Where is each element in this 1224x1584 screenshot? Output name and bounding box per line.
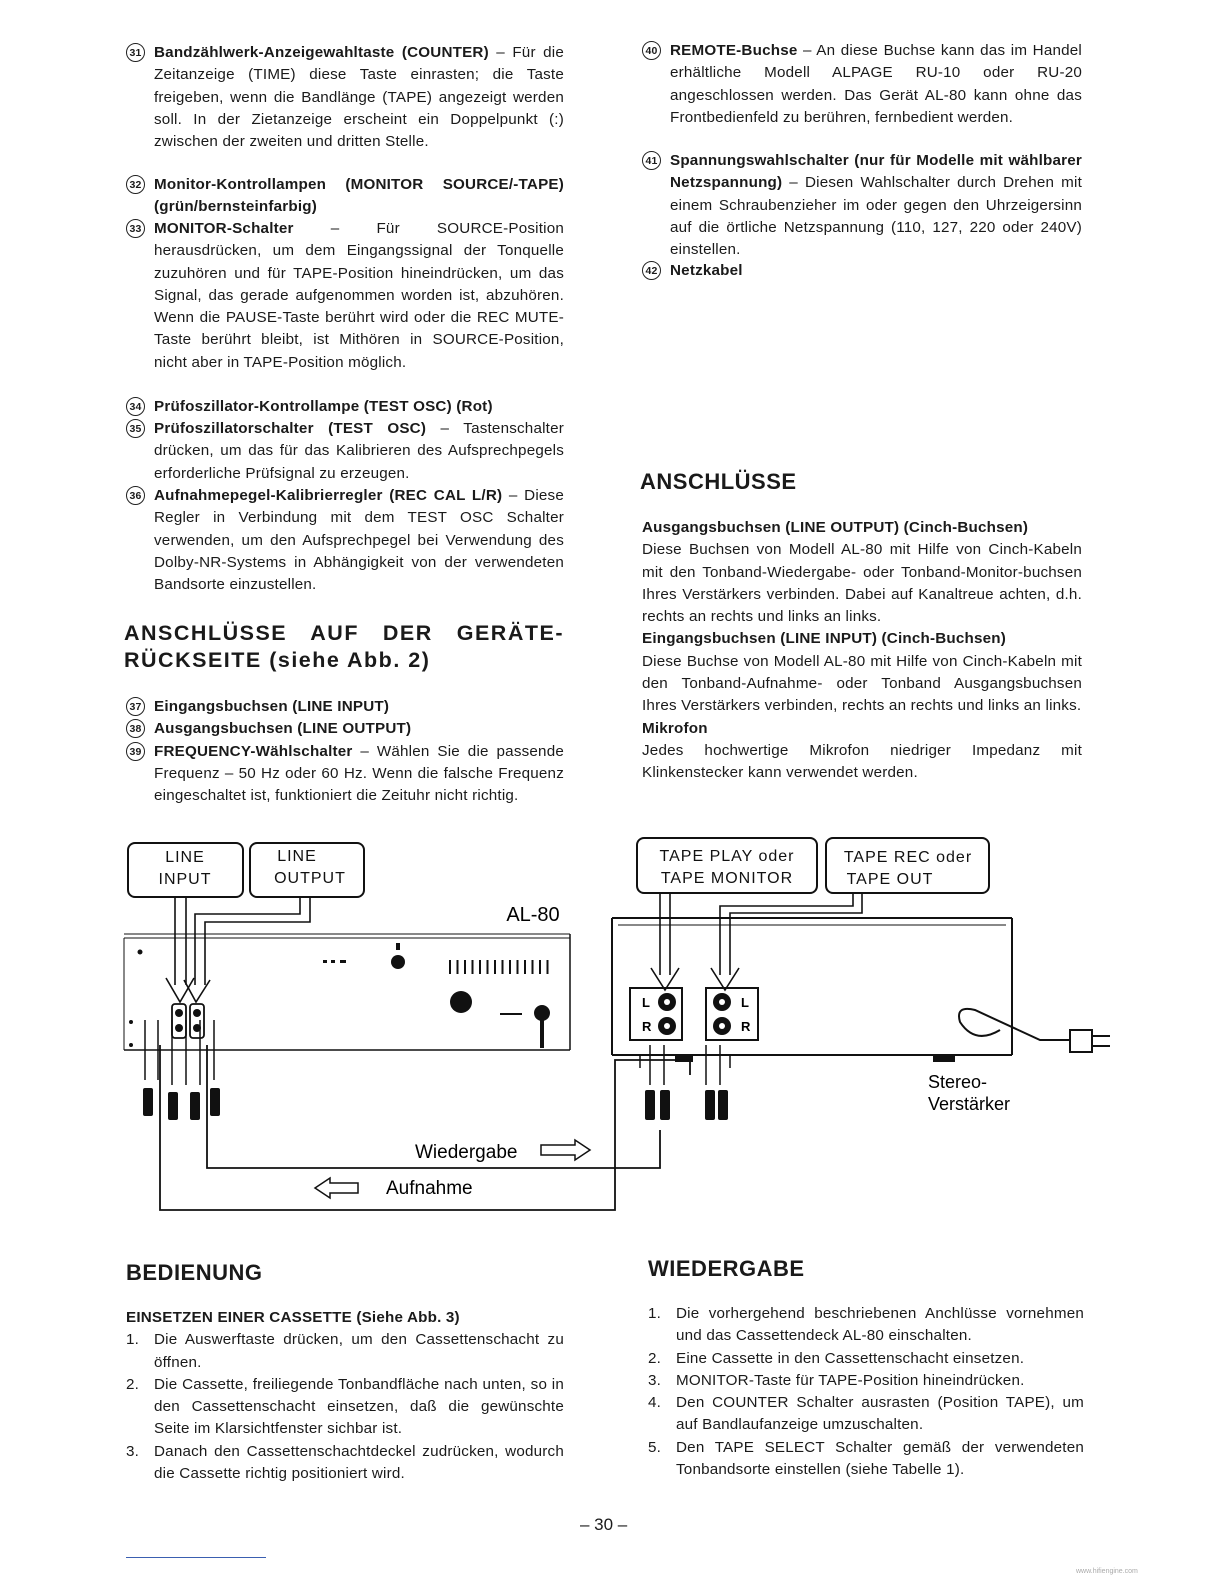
item-title: Monitor-Kontrollampen (MONITOR SOURCE/-TAPE) (grün/bernsteinfarbig) (154, 176, 564, 216)
left-items-top (126, 42, 564, 596)
deck-vent (450, 960, 548, 974)
item-number: 38 (126, 719, 145, 738)
bedienung-step: 1. Die Auswerftaste drücken, um den Cassettenschacht zu öffnen. (126, 1331, 564, 1371)
wiedergabe-label: Wiedergabe (415, 1142, 518, 1163)
line-input-label-2: INPUT (158, 871, 212, 888)
item-title: FREQUENCY-Wählschalter (154, 742, 353, 760)
wiedergabe-heading: WIEDERGABE (648, 1256, 805, 1281)
item-title: Netzkabel (670, 262, 743, 279)
item-text: – Diesen Wahlschalter durch Drehen mit einem Schraubenzieher im oder gegen den Uhrzeigersinn auf die örtliche Netzspannung (110, 127, 220 oder 240V) einstellen. (670, 174, 1082, 259)
model-label: AL-80 (506, 904, 560, 926)
item-title: Spannungswahlschalter (nur für Modelle mit wählbarer Netzspannung) (670, 152, 1082, 192)
tape-rec-label-1: TAPE REC oder (843, 849, 973, 866)
wiedergabe-step: 1. Die vorhergehend beschriebenen Anchlüsse vornehmen und das Cassettendeck AL-80 einschalten. (648, 1305, 1084, 1345)
item-number: 34 (126, 397, 145, 416)
item-38 (126, 718, 564, 740)
out-text: Diese Buchsen von Modell AL-80 mit Hilfe von Cinch-Kabeln mit den Tonband-Wiedergabe- oder Tonband-Monitor-buchsen Ihres Verstärkers verbinden. Dabei auf Kanaltreue achten, d.h. rechts an rechts und links an links. (642, 541, 1082, 626)
line-output-label-2: OUTPUT (274, 870, 346, 887)
left-items-rear (126, 696, 564, 807)
item-text: – Wählen Sie die passende Frequenz – 50 Hz oder 60 Hz. Wenn die falsche Frequenz eingeschaltet ist, funktioniert die Zeituhr nicht richtig. (154, 742, 564, 805)
item-text: – Für SOURCE-Position herausdrücken, um dem Eingangssignal der Tonquelle zuzuhören und für TAPE-Position hineindrücken, um das Signal, das gerade aufgenommen worden ist, abzuhören. Wenn die PAUSE-Taste berührt wird oder die REC MUTE-Taste berührt bleibt, ist Mithören in SOURCE-Position, nicht aber in TAPE-Position möglich. (154, 220, 564, 371)
amp-label-2: Verstärker (928, 1094, 1011, 1114)
wiedergabe-step: 3. MONITOR-Taste für TAPE-Position hineindrücken. (648, 1371, 1025, 1389)
wiedergabe-step: 2. Eine Cassette in den Cassettenschacht einsetzen. (648, 1349, 1025, 1367)
item-34 (126, 396, 564, 418)
watermark: www.hifiengine.com (1076, 1568, 1138, 1575)
item-number: 36 (126, 486, 145, 505)
line-output-label-1: LINE (277, 848, 317, 865)
item-text: – Tastenschalter drücken, um das für das Kalibrieren des Aufsprechpegels erforderliche Prüfsignal zu erzeugen. (154, 420, 564, 482)
line-input-label-1: LINE (165, 849, 205, 866)
item-title: MONITOR-Schalter (154, 220, 294, 237)
aufnahme-label: Aufnahme (386, 1178, 473, 1199)
in-text: Diese Buchse von Modell AL-80 mit Hilfe von Cinch-Kabeln mit den Tonband-Aufnahme- oder Tonband Ausgangsbuchsen Ihres Verstärkers verbinden, rechts an rechts und links an links. (642, 652, 1082, 715)
anschluesse-body (642, 517, 1082, 785)
item-number: 39 (126, 742, 145, 761)
item-36 (126, 485, 564, 596)
mic-title: Mikrofon (642, 719, 708, 737)
item-41 (642, 150, 1082, 260)
item-title: Prüfoszillatorschalter (TEST OSC) (154, 420, 427, 437)
item-title: Prüfoszillator-Kontrollampe (TEST OSC) (Rot) (154, 398, 493, 415)
footer-rule (126, 1557, 266, 1558)
item-33 (126, 218, 564, 396)
tape-rec-label-2: TAPE OUT (846, 871, 934, 888)
bedienung-body (126, 1307, 564, 1485)
item-40 (642, 40, 1082, 150)
bedienung-section (126, 1259, 564, 1286)
out-title: Ausgangsbuchsen (LINE OUTPUT) (Cinch-Buchsen) (642, 519, 1029, 536)
item-number: 31 (126, 43, 145, 62)
item-number: 41 (642, 151, 661, 170)
item-number: 42 (642, 261, 661, 280)
item-32 (126, 174, 564, 218)
item-31 (126, 42, 564, 174)
bedienung-step: 2. Die Cassette, freiliegende Tonbandfläche nach unten, so in den Cassettenschacht einsetzen, daß die gewünschte Seite im Klarsichtfenster sichbar ist. (126, 1375, 564, 1438)
item-number: 32 (126, 175, 145, 194)
right-items-top (642, 40, 1082, 282)
anschluesse-section (640, 468, 1082, 495)
wiedergabe-step: 5. Den TAPE SELECT Schalter gemäß der verwendeten Tonbandsorte einstellen (siehe Tabelle 1). (648, 1438, 1084, 1479)
jack-l-right: L (741, 995, 749, 1010)
wiedergabe-body (648, 1303, 1084, 1481)
item-title: Eingangsbuchsen (LINE INPUT) (154, 698, 390, 715)
bedienung-sub: EINSETZEN EINER CASSETTE (Siehe Abb. 3) (126, 1309, 460, 1326)
bedienung-heading: BEDIENUNG (126, 1260, 263, 1285)
item-number: 33 (126, 219, 145, 238)
item-35 (126, 418, 564, 485)
mic-text: Jedes hochwertige Mikrofon niedriger Impedanz mit Klinkenstecker kann verwendet werden. (642, 741, 1082, 782)
item-number: 40 (642, 41, 661, 60)
wiedergabe-step: 4. Den COUNTER Schalter ausrasten (Position TAPE), um auf Bandlaufanzeige umzuschalten. (648, 1394, 1084, 1434)
jack-r-left: R (642, 1019, 652, 1034)
item-text: – Für die Zeitanzeige (TIME) diese Taste einrasten; die Taste freigeben, wenn die Bandlänge (TAPE) angezeigt werden soll. In der Zietanzeige erscheint ein Doppelpunkt (:) zwischen der zweiten und dritten Stelle. (154, 44, 564, 151)
item-39 (126, 741, 564, 808)
page-number: – 30 – (580, 1515, 628, 1534)
connection-diagram (0, 830, 1224, 1220)
in-title: Eingangsbuchsen (LINE INPUT) (Cinch-Buchsen) (642, 630, 1007, 648)
jack-r-right: R (741, 1019, 751, 1034)
item-number: 35 (126, 419, 145, 438)
heading-rear-title: ANSCHLÜSSE AUF DER GERÄTE-RÜCKSEITE (124, 621, 564, 672)
item-title: REMOTE-Buchse (670, 42, 798, 59)
bedienung-step: 3. Danach den Cassettenschachtdeckel zudrücken, wodurch die Cassette richtig positioniert wird. (126, 1442, 564, 1483)
item-text: – An diese Buchse kann das im Handel erhältliche Modell ALPAGE RU-10 oder RU-20 angeschlossen werden. Das Gerät AL-80 kann ohne das Frontbedienfeld zu berühren, fernbedient werden. (670, 42, 1082, 126)
item-37 (126, 696, 564, 718)
jack-l-left: L (642, 995, 650, 1010)
item-number: 37 (126, 697, 145, 716)
item-title: Aufnahmepegel-Kalibrierregler (REC CAL L/R) (154, 487, 503, 504)
tape-play-label-2: TAPE MONITOR (660, 870, 794, 887)
anschluesse-heading: ANSCHLÜSSE (640, 469, 797, 494)
item-title: Ausgangsbuchsen (LINE OUTPUT) (154, 720, 412, 738)
item-text: – Diese Regler in Verbindung mit dem TEST OSC Schalter verwenden, um den Aufsprechpegel bei Verwendung des Dolby-NR-Systems in Abhängigkeit von der verwendeten Bandsorte einzustellen. (154, 487, 564, 594)
tape-play-label-1: TAPE PLAY oder (659, 848, 795, 865)
heading-rear-suffix: (siehe Abb. 2) (261, 648, 431, 672)
stereo-amplifier (612, 918, 1012, 1061)
amp-label-1: Stereo- (928, 1072, 988, 1092)
wiedergabe-section (648, 1255, 1084, 1282)
item-42 (642, 260, 1082, 282)
deck-details (129, 943, 731, 1120)
item-title: Bandzählwerk-Anzeigewahltaste (COUNTER) (154, 44, 489, 61)
heading-rear-connections (124, 620, 564, 674)
